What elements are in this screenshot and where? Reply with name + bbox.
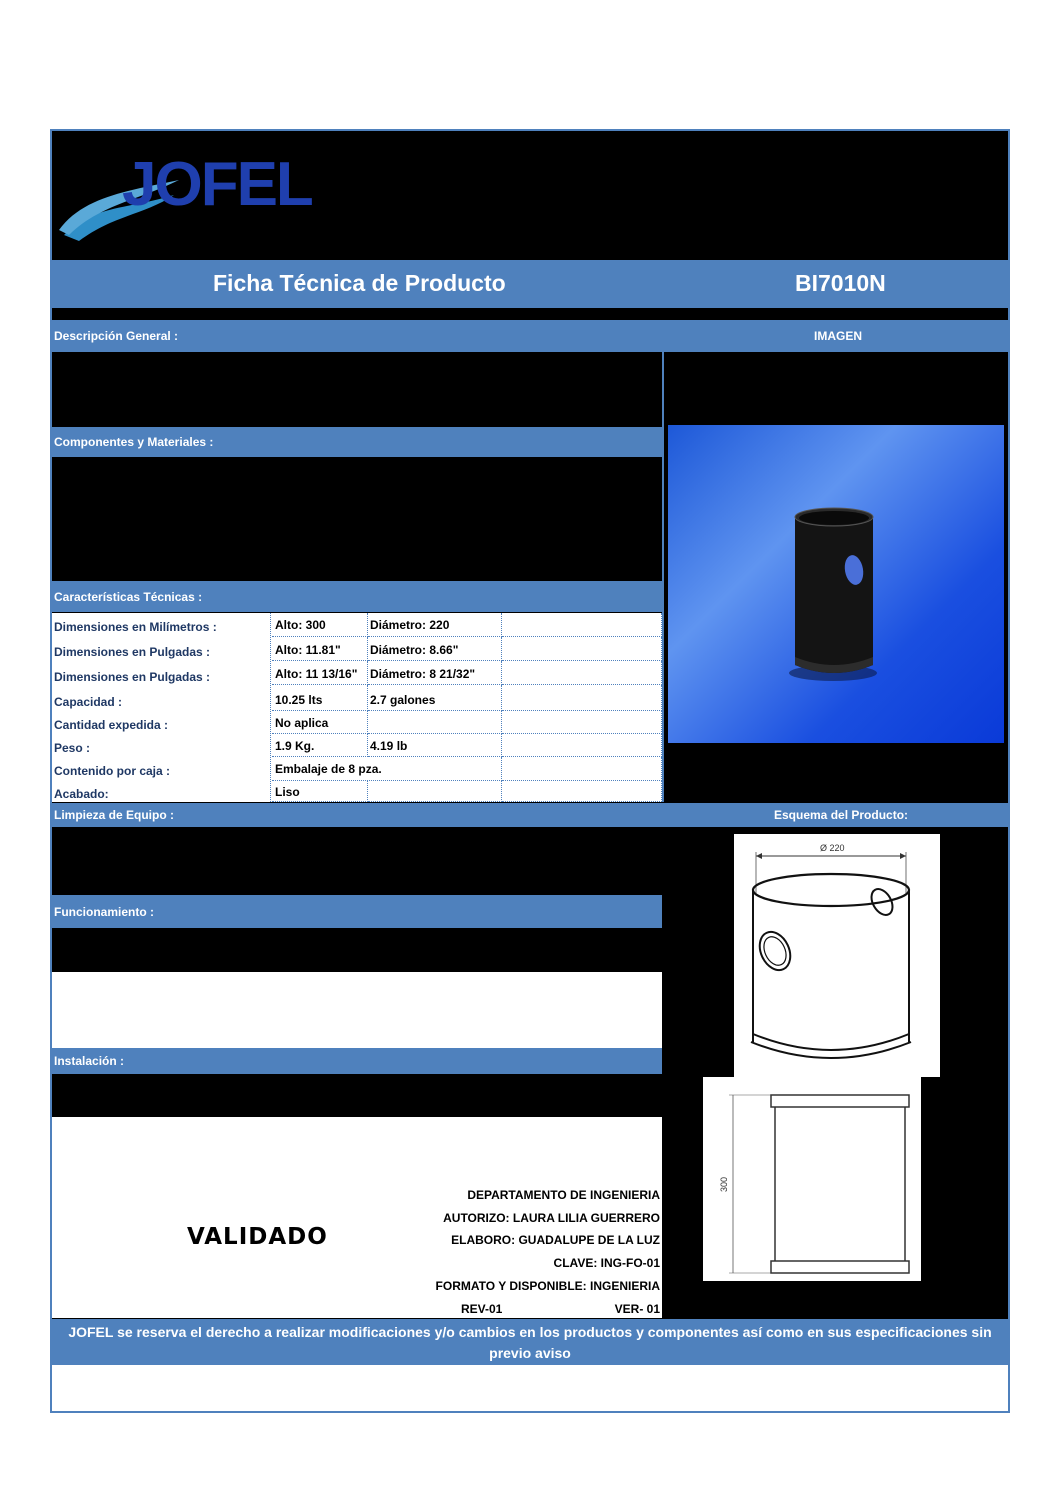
spec-value: Diámetro: 8.66" (370, 643, 459, 657)
spec-cell (502, 637, 662, 661)
spec-value: Alto: 300 (275, 618, 326, 632)
table-row (52, 757, 662, 781)
spec-label: Peso : (54, 741, 91, 755)
spec-label: Acabado: (54, 787, 109, 801)
spec-cell (368, 781, 502, 802)
spec-value: Alto: 11 13/16" (275, 667, 358, 681)
column-divider (662, 352, 664, 802)
spec-value: 2.7 galones (370, 693, 436, 707)
spec-value: Liso (275, 785, 300, 799)
descripcion-label: Descripción General : (54, 329, 179, 343)
spec-value: No aplica (275, 716, 329, 730)
footer-blank (52, 1365, 1008, 1411)
logo-area (52, 131, 1008, 247)
page-title: Ficha Técnica de Producto (213, 270, 506, 296)
spec-value: 1.9 Kg. (275, 739, 315, 753)
spec-cell (502, 613, 662, 637)
formato-line: FORMATO Y DISPONIBLE: INGENIERIA (435, 1279, 660, 1293)
spec-value: Diámetro: 220 (370, 618, 450, 632)
instalacion-label: Instalación : (54, 1054, 125, 1068)
spec-value: 4.19 lb (370, 739, 408, 753)
diameter-label: Ø 220 (820, 843, 845, 853)
imagen-label: IMAGEN (814, 329, 862, 343)
spec-label: Cantidad expedida : (54, 718, 169, 732)
spec-cell (368, 711, 502, 734)
product-elevation (703, 1077, 921, 1281)
rev-line: REV-01 (461, 1302, 503, 1316)
spec-table (52, 613, 662, 802)
spec-label: Capacidad : (54, 695, 123, 709)
table-row (52, 613, 662, 637)
section-header-instalacion (52, 1048, 662, 1074)
section-header-descripcion (52, 320, 1008, 352)
footer-notice: JOFEL se reserva el derecho a realizar modificaciones y/o cambios en los productos y componentes así como en sus especificaciones sin previo aviso (68, 1324, 992, 1361)
table-row (52, 734, 662, 757)
height-label: 300 (719, 1176, 729, 1192)
spec-cell (502, 781, 662, 802)
funcionamiento-blank (52, 972, 662, 1048)
spec-label: Dimensiones en Pulgadas : (54, 645, 211, 659)
label-column-divider (270, 613, 271, 802)
spec-value: 10.25 lts (275, 693, 323, 707)
ver-line: VER- 01 (614, 1302, 660, 1316)
logo-text: JOFEL (122, 150, 312, 219)
spec-value: Alto: 11.81" (275, 643, 341, 657)
clave-line: CLAVE: ING-FO-01 (553, 1256, 660, 1270)
product-code: BI7010N (795, 270, 886, 296)
product-photo (668, 425, 1004, 743)
table-row (52, 661, 662, 685)
dept-line: DEPARTAMENTO DE INGENIERIA (467, 1188, 660, 1202)
table-row (52, 781, 662, 802)
spec-label: Dimensiones en Milímetros : (54, 620, 217, 634)
table-row (52, 637, 662, 661)
spec-label: Dimensiones en Pulgadas : (54, 670, 211, 684)
componentes-label: Componentes y Materiales : (54, 435, 214, 449)
spec-cell (502, 734, 662, 757)
bin-image (668, 425, 1004, 743)
elaboro-line: ELABORO: GUADALUPE DE LA LUZ (451, 1233, 660, 1247)
product-sketch (734, 834, 940, 1077)
jofel-logo (54, 135, 334, 245)
spec-cell (502, 711, 662, 734)
spec-cell (502, 685, 662, 711)
sketch-drawing (734, 834, 940, 1077)
caracteristicas-label: Características Técnicas : (54, 590, 203, 604)
table-row (52, 711, 662, 734)
spec-cell (502, 757, 662, 781)
spec-label: Contenido por caja : (54, 764, 171, 778)
table-row (52, 685, 662, 711)
spec-value: Diámetro: 8 21/32" (370, 667, 476, 681)
elevation-drawing (703, 1077, 921, 1281)
validated-stamp: VALIDADO (187, 1224, 328, 1250)
spec-cell (502, 661, 662, 685)
spec-value: Embalaje de 8 pza. (275, 762, 382, 776)
limpieza-label: Limpieza de Equipo : (54, 808, 175, 822)
esquema-label: Esquema del Producto: (774, 808, 909, 822)
autorizo-line: AUTORIZO: LAURA LILIA GUERRERO (443, 1211, 660, 1225)
funcionamiento-label: Funcionamiento : (54, 905, 154, 919)
